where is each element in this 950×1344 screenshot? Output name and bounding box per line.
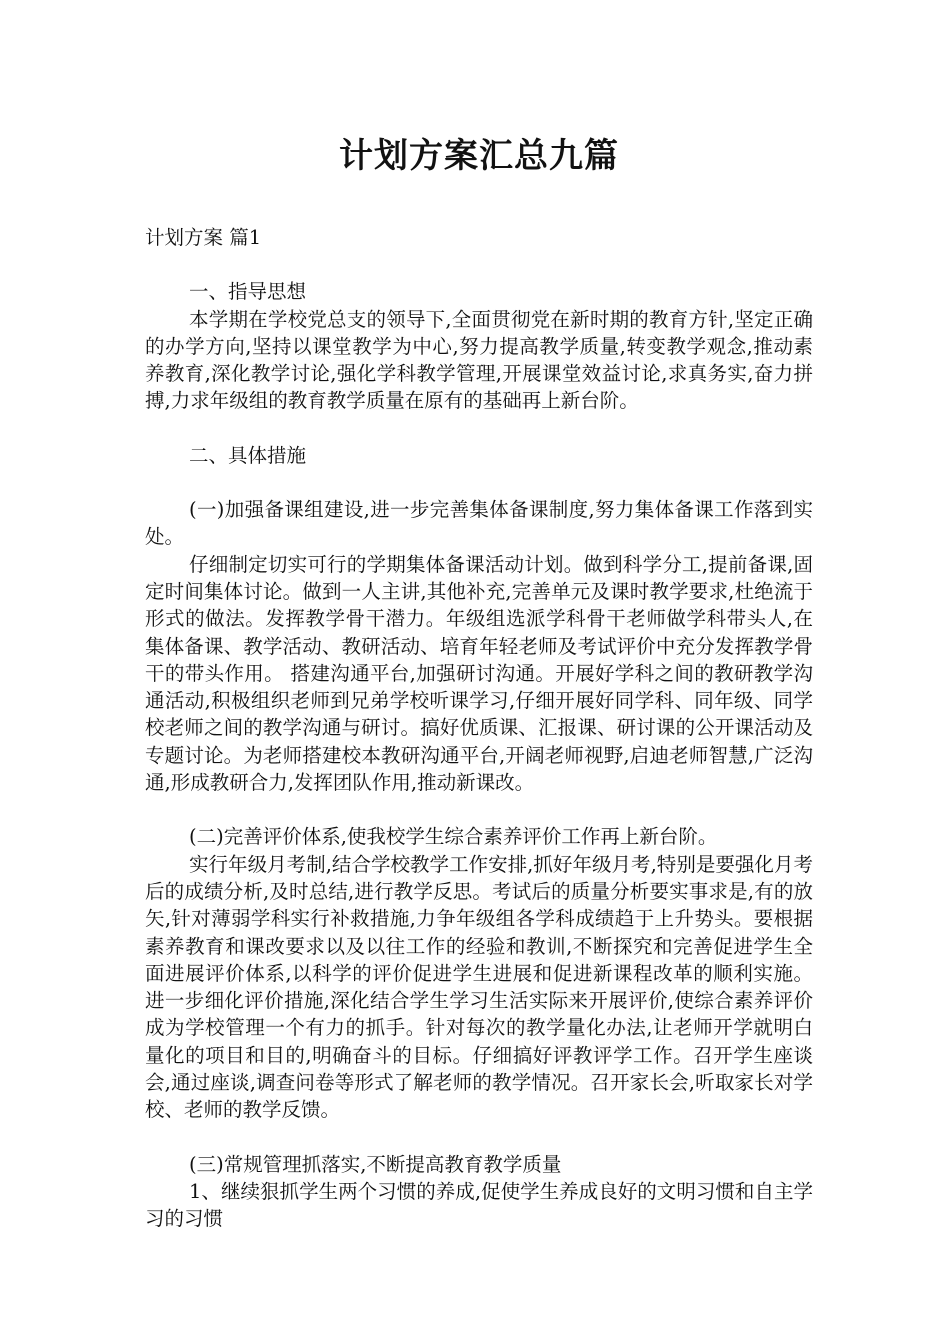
document-body — [145, 224, 813, 1233]
item-heading-lesson-prep: (一)加强备课组建设,进一步完善集体备课制度,努力集体备课工作落到实处。 — [145, 498, 813, 549]
section-heading-specific-measures: 二、具体措施 — [189, 443, 307, 467]
spacer — [145, 1124, 813, 1151]
document-title: 计划方案汇总九篇 — [339, 136, 619, 176]
spacer — [145, 469, 813, 496]
item-heading-routine-management: (三)常规管理抓落实,不断提高教育教学质量 — [189, 1152, 562, 1176]
section-heading-guiding-ideology: 一、指导思想 — [189, 280, 307, 304]
item-heading-evaluation: (二)完善评价体系,使我校学生综合素养评价工作再上新台阶。 — [189, 825, 718, 849]
paragraph-evaluation: 实行年级月考制,结合学校教学工作安排,抓好年级月考,特别是要强化月考后的成绩分析,及时总结,进行教学反思。考试后的质量分析要实事求是,有的放矢,针对薄弱学科实行补救措施,力争年级组各学科成绩趋于上升势头。要根据素养教育和课改要求以及以往工作的经验和教训,不断探究和完善促进学生全面进展评价体系,以科学的评价促进学生进展和促进新课程改革的顺利实施。进一步细化评价措施,深化结合学生学习生活实际来开展评价,使综合素养评价成为学校管理一个有力的抓手。针对每次的教学量化办法,让老师开学就明白量化的项目和目的,明确奋斗的目标。仔细搞好评教评学工作。召开学生座谈会,通过座谈,调查问卷等形式了解老师的教学情况。召开家长会,听取家长对学校、老师的教学反馈。 — [145, 852, 813, 1122]
paragraph-routine-management: 1、继续狠抓学生两个习惯的养成,促使学生养成良好的文明习惯和自主学习的习惯 — [145, 1179, 813, 1231]
paragraph-lesson-prep: 仔细制定切实可行的学期集体备课活动计划。做到科学分工,提前备课,固定时间集体讨论。做到一人主讲,其他补充,完善单元及课时教学要求,杜绝流于形式的做法。发挥教学骨干潜力。年级组选派学科骨干老师做学科带头人,在集体备课、教学活动、教研活动、培育年轻老师及考试评价中充分发挥教学骨干的带头作用。 搭建沟通平台,加强研讨沟通。开展好学科之间的教研教学沟通活动,积极组织老师到兄弟学校听课学习,仔细开展好同学科、同年级、同学校老师之间的教学沟通与研讨。搞好优质课、汇报课、研讨课的公开课活动及专题讨论。为老师搭建校本教研沟通平台,开阔老师视野,启迪老师智慧,广泛沟通,形成教研合力,发挥团队作用,推动新课改。 — [145, 552, 813, 795]
spacer — [145, 251, 813, 278]
paragraph-guiding-ideology: 本学期在学校党总支的领导下,全面贯彻党在新时期的教育方针,坚定正确的办学方向,坚持以课堂教学为中心,努力提高教学质量,转变教学观念,推动素养教育,深化教学讨论,强化学科教学管理,开展课堂效益讨论,求真务实,奋力拼搏,力求年级组的教育教学质量在原有的基础再上新台阶。 — [145, 307, 813, 413]
article-label: 计划方案 篇1 — [145, 226, 262, 249]
spacer — [145, 796, 813, 823]
spacer — [145, 415, 813, 442]
